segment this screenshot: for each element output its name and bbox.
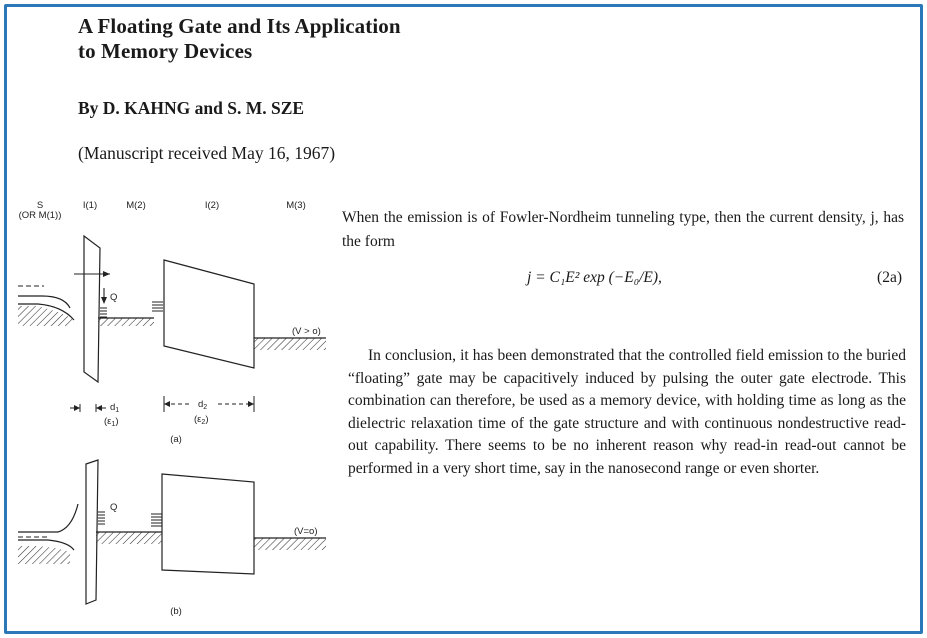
label-s: S [36, 200, 44, 211]
charge-label-b: Q [110, 502, 118, 513]
semiconductor-hatch-b [18, 546, 70, 564]
d1-sub: 1 [115, 407, 120, 414]
eps2-sub: 2 [201, 419, 206, 426]
bias-label-b: (V=o) [294, 526, 318, 537]
label-m3: M(3) [286, 200, 306, 211]
conduction-band-b [18, 504, 78, 532]
dimension-d2 [164, 396, 254, 426]
eps2-label: (ε [194, 414, 202, 425]
caption-b: (b) [170, 606, 182, 617]
energy-band-diagram [18, 196, 336, 628]
authors: By D. KAHNG and S. M. SZE [78, 98, 305, 118]
diagram-b [18, 460, 326, 604]
eps1-sub: 1 [111, 421, 116, 428]
floating-gate-hatch-a [98, 318, 154, 326]
label-i2: I(2) [204, 200, 220, 211]
outer-gate-hatch-b [254, 538, 326, 550]
label-s-alt: (OR M(1)) [18, 210, 62, 221]
svg-text:d1 [110, 402, 119, 414]
bias-label-a: (V > o) [292, 326, 321, 337]
caption-a: (a) [170, 434, 182, 445]
gate-interface-dashes-a [152, 302, 163, 311]
eps1-close: ) [115, 416, 119, 427]
manuscript-received: (Manuscript received May 16, 1967) [78, 143, 336, 163]
charge-label-a: Q [110, 292, 118, 303]
svg-text:(ε2) [194, 414, 208, 426]
insulator-1-a [84, 236, 100, 382]
d2-sub: 2 [203, 404, 208, 411]
gate-interface-dashes-b [151, 514, 162, 526]
svg-text:d2 [198, 399, 207, 411]
dimension-d1 [70, 402, 119, 428]
title-line-1: A Floating Gate and Its Application [78, 14, 401, 38]
insulator-2-b [162, 474, 254, 574]
svg-text:(ε1) [104, 416, 118, 428]
charge-dashes-a [100, 308, 107, 317]
d1-label: d [110, 402, 116, 413]
paragraph-conclusion: In conclusion, it has been demonstrated that the controlled field emission to the buried “floating” gate may be capacitively induced by pulsing the outer gate electrode. This combination can therefore, be used as a memory device, with holding time as long as the dielectric relaxation time of the gate structure and with continuous nondestructive read-out capability. There seems to be no inherent reason why read-in read-out cannot be performed in a very short time, say in the nanosecond range or even shorter. [348, 347, 906, 477]
equation-2a [342, 269, 902, 293]
paragraph-fowler-nordheim: When the emission is of Fowler-Nordheim tunneling type, then the current density, j, has the form [342, 209, 904, 250]
equation-expression: j = C₁E² exp (−E₀/E), [527, 269, 662, 286]
diagram-a [18, 236, 326, 382]
title-line-2: to Memory Devices [78, 39, 253, 63]
label-i1: I(1) [82, 200, 98, 211]
semiconductor-hatch-a [18, 306, 72, 326]
eps2-close: ) [205, 414, 209, 425]
equation-number: (2a) [877, 269, 902, 286]
eps1-label: (ε [104, 416, 112, 427]
label-m2: M(2) [126, 200, 146, 211]
charge-dashes-b [98, 512, 105, 524]
d2-label: d [198, 399, 204, 410]
outer-gate-hatch-a [254, 338, 326, 350]
insulator-2-a [164, 260, 254, 368]
paper-title [78, 14, 401, 64]
floating-gate-hatch-b [96, 532, 162, 544]
